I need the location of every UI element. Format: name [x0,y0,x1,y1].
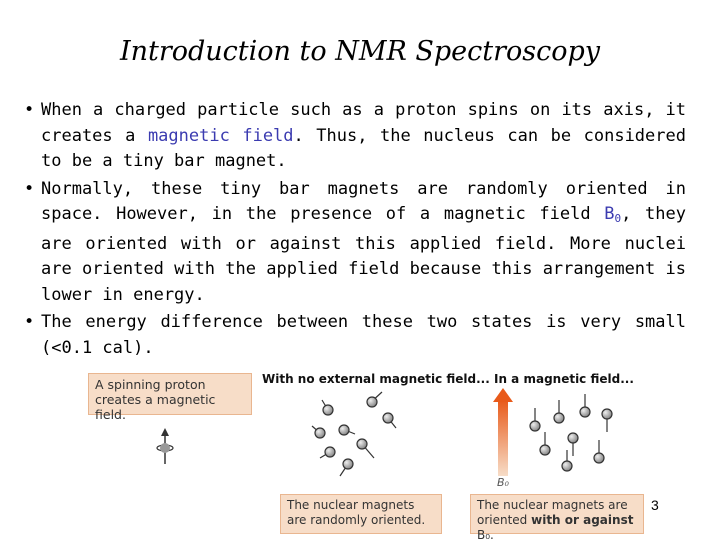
bullet-text: Normally, these tiny bar magnets are randomly oriented in space. However, in the presence of a magnetic field [41,178,686,224]
bullet-item [24,310,686,361]
field-caption-box [470,494,644,542]
field-symbol: $B_0$ [604,204,622,225]
no-field-caption: The nuclear magnets are randomly oriented. [287,498,426,527]
field-heading: In a magnetic field... [494,372,634,386]
bullet-item [24,98,686,175]
proton-caption-box [88,373,252,422]
aligned-nuclei-diagram [515,392,625,472]
bullet-marker: • [24,100,35,120]
bullet-text: The energy difference between these two states is very small (<0.1 cal). [41,312,686,358]
field-label: B₀ [497,476,509,489]
bullet-text: When a charged particle such as a proton spins on its axis, it creates a [41,100,686,146]
no-field-caption-box [280,494,442,534]
bullet-marker: • [24,312,35,332]
proton-caption: A spinning proton creates a magnetic field. [95,377,216,422]
magnetic-field-arrow-icon [492,388,514,476]
slide-title: Introduction to NMR Spectroscopy [119,36,601,67]
bullet-text: , they are oriented with or against this applied field. More nuclei are oriented with the applied field because this arrangement is lower in energy. [41,204,686,305]
bullet-text: . Thus, the nucleus can be considered to be a tiny bar magnet. [41,125,686,171]
random-nuclei-diagram [300,388,410,483]
bullet-item [24,177,686,309]
field-caption: The nuclear magnets are oriented with or against B₀. [477,498,634,542]
page-number: 3 [651,497,659,513]
spinning-proton-icon [150,428,180,468]
highlighted-term: magnetic field [147,125,294,146]
bullet-marker: • [24,178,35,199]
bullet-list [24,98,686,363]
no-field-heading: With no external magnetic field... [262,372,490,386]
